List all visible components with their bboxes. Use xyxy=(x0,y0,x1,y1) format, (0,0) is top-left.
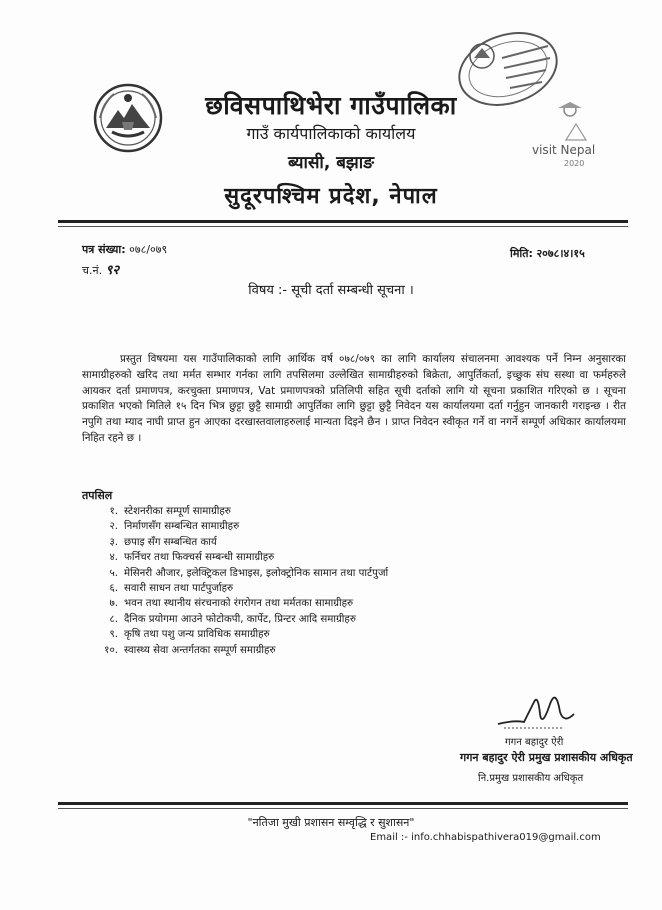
footer-motto: "नतिजा मुखी प्रशासन सम्वृद्धि र सुशासन" xyxy=(247,816,415,829)
municipality-name: छविसपाथिभेरा गाउँपालिका xyxy=(205,91,457,120)
footer-email: Email :- info.chhabispathivera019@gmail.com xyxy=(370,832,601,843)
list-item: १०. स्वास्थ्य सेवा अन्तर्गतका सम्पूर्ण समाग्रीहरु xyxy=(104,644,276,656)
reference-number xyxy=(82,242,167,257)
annex-list xyxy=(92,504,388,658)
dispatch-value: ९२ xyxy=(105,263,120,278)
footer-divider-thin xyxy=(58,808,628,809)
date-value: २०७८।४।१५ xyxy=(536,247,585,260)
office-location: ब्यासी, बझाङ xyxy=(287,153,375,173)
reference-label: पत्र संख्या: xyxy=(82,243,126,256)
dispatch-label: च.नं. xyxy=(82,264,103,277)
footer-divider xyxy=(58,802,628,805)
letter-date xyxy=(510,246,585,261)
header-divider-thin xyxy=(58,226,628,227)
header-divider xyxy=(58,220,628,223)
list-item: ६. सवारी साधन तथा पार्टपुर्जाहरु xyxy=(109,582,234,594)
list-item: १. स्टेशनरीका सम्पूर्ण सामाग्रीहरु xyxy=(109,506,231,517)
office-name: गाउँ कार्यपालिकाको कार्यालय xyxy=(246,124,416,143)
list-item: ८. दैनिक प्रयोगमा आउने फोटोकपी, कार्पेट, प्रिन्टर आदि समाग्रीहरु xyxy=(109,613,356,625)
dispatch-number xyxy=(82,260,119,278)
date-label: मिति: xyxy=(510,247,533,260)
signer-name: गगन बहादुर ऐरी xyxy=(505,737,564,748)
province-name: सुदूरपश्चिम प्रदेश, नेपाल xyxy=(224,184,438,209)
reference-value: ०७८/०७९ xyxy=(129,243,168,256)
visit-nepal-text: visit Nepal xyxy=(532,143,596,157)
visit-nepal-year: 2020 xyxy=(564,159,585,168)
handwritten-signature xyxy=(494,684,590,736)
list-item: ३. छपाइ सँग सम्बन्धित कार्य xyxy=(109,536,217,548)
list-item: २. निर्माणसँग सम्बन्धित सामाग्रीहरु xyxy=(109,521,240,533)
subject-line: विषय :- सूची दर्ता सम्बन्धी सूचना । xyxy=(248,283,414,298)
list-item: ५. मेसिनरी औजार, इलेक्ट्रिकल डिभाइस, इलोक्ट्रोनिक सामान तथा पार्टपुर्जा xyxy=(109,567,389,579)
signer-role: नि.प्रमुख प्रशासकीय अधिकृत xyxy=(478,773,584,784)
signer-title: गगन बहादुर ऐरी प्रमुख प्रशासकीय अधिकृत xyxy=(460,751,633,764)
annex-heading: तपसिल xyxy=(82,489,113,502)
notice-body: प्रस्तुत विषयमा यस गाउँपालिकाको लागि आर्थिक वर्ष ०७८/०७९ का लागि कार्यालय संचालनमा आवश्यक पर्ने निम्न अनुसारका सामाग्रीहरुको खरिद तथा मर्मत सम्भार गर्नका लागि तपसिलमा उल्लेखित सामाग्रीहरुको बिक्रेता, आपुर्तिकर्ता, इच्छुक संघ सस्था वा फर्महरुले आयकर दर्ता प्रमाणपत्र, करचुक्ता प्रमाणपत्र, Vat प्रमाणपत्रको प्रतिलिपी सहित सूची दर्ताको लागि यो सूचना प्रकाशित गरिएको छ । सूचना प्रकाशित भएको मितिले १५ दिन भित्र छुट्टा छुट्टै सामाग्री आपुर्तिका लागि छुट्टा छुट्टै निवेदन यस कार्यालयमा दर्ता गर्नुहुन जानकारी गराइन्छ । रीत नपुगि तथा म्याद नाघी प्राप्त हुन आएका दरखास्तवालाहरुलाई मान्यता दिइने छैन । प्राप्त निवेदन स्वीकृत गर्ने वा नगर्ने सम्पूर्ण अधिकार कार्यालयमा निहित रहने छ । xyxy=(82,353,626,444)
list-item: ९. कृषि तथा पशु जन्य प्राविधिक समाग्रीहरु xyxy=(109,629,270,641)
list-item: ७. भवन तथा स्थानीय संरचनाको रंगरोगन तथा मर्मतका सामाग्रीहरु xyxy=(109,598,354,610)
list-item: ४. फर्निचर तथा फिक्चर्स सम्बन्धी सामाग्रीहरु xyxy=(109,552,275,564)
